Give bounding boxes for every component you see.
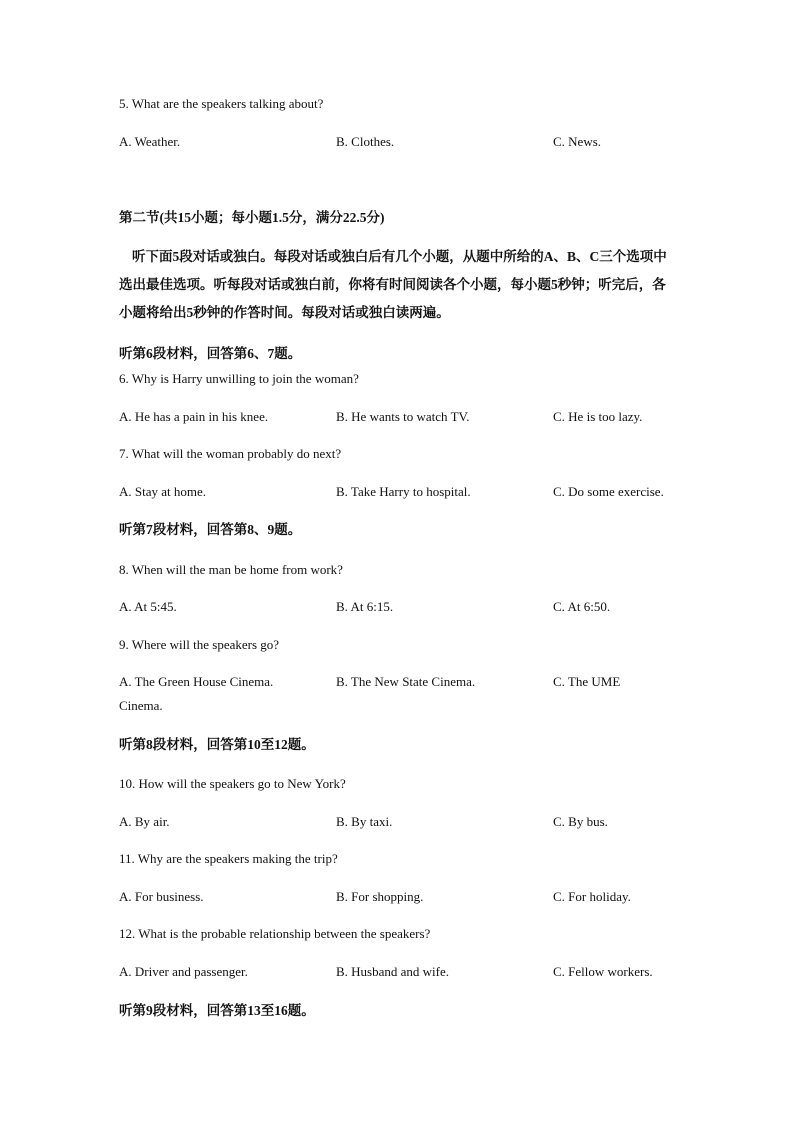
q10-option-c: C. By bus. — [553, 814, 608, 829]
q8-option-c: C. At 6:50. — [553, 599, 611, 614]
q9-option-c-continuation: Cinema. — [119, 698, 163, 713]
q9-option-c: C. The UME — [553, 674, 621, 689]
q6-option-b: B. He wants to watch TV. — [336, 409, 470, 424]
material-9-heading: 听第9段材料，回答第13至16题。 — [119, 1003, 315, 1018]
q12-option-c: C. Fellow workers. — [553, 964, 653, 979]
q8-option-b: B. At 6:15. — [336, 599, 394, 614]
question-11: 11. Why are the speakers making the trip? — [119, 851, 338, 866]
section-2-title: 第二节(共15小题；每小题1.5分，满分22.5分) — [119, 210, 385, 225]
q11-option-b: B. For shopping. — [336, 889, 424, 904]
question-9: 9. Where will the speakers go? — [119, 637, 280, 652]
q10-option-a: A. By air. — [119, 814, 170, 829]
q7-option-c: C. Do some exercise. — [553, 484, 664, 499]
question-10: 10. How will the speakers go to New York? — [119, 776, 346, 791]
q5-option-c: C. News. — [553, 134, 602, 149]
question-5: 5. What are the speakers talking about? — [119, 96, 324, 111]
material-6-heading: 听第6段材料，回答第6、7题。 — [119, 346, 302, 361]
question-7: 7. What will the woman probably do next? — [119, 446, 342, 461]
q5-option-b: B. Clothes. — [336, 134, 395, 149]
question-8: 8. When will the man be home from work? — [119, 562, 343, 577]
question-6: 6. Why is Harry unwilling to join the woman? — [119, 371, 359, 386]
section-2-instructions: 听下面5段对话或独白。每段对话或独白后有几个小题，从题中所给的A、B、C三个选项中选出最佳选项。听每段对话或独白前，你将有时间阅读各个小题，每小题5秒钟；听完后，各小题将给出5秒钟的作答时间。每段对话或独白读两遍。 — [119, 249, 667, 320]
q9-option-a: A. The Green House Cinema. — [119, 674, 274, 689]
q6-option-a: A. He has a pain in his knee. — [119, 409, 269, 424]
q11-option-a: A. For business. — [119, 889, 204, 904]
q7-option-b: B. Take Harry to hospital. — [336, 484, 471, 499]
q8-option-a: A. At 5:45. — [119, 599, 177, 614]
question-12: 12. What is the probable relationship between the speakers? — [119, 926, 431, 941]
q11-option-c: C. For holiday. — [553, 889, 631, 904]
material-8-heading: 听第8段材料，回答第10至12题。 — [119, 737, 315, 752]
q12-option-a: A. Driver and passenger. — [119, 964, 248, 979]
q7-option-a: A. Stay at home. — [119, 484, 207, 499]
q12-option-b: B. Husband and wife. — [336, 964, 450, 979]
q6-option-c: C. He is too lazy. — [553, 409, 643, 424]
material-7-heading: 听第7段材料，回答第8、9题。 — [119, 522, 302, 537]
q5-option-a: A. Weather. — [119, 134, 181, 149]
q9-option-b: B. The New State Cinema. — [336, 674, 476, 689]
q10-option-b: B. By taxi. — [336, 814, 393, 829]
